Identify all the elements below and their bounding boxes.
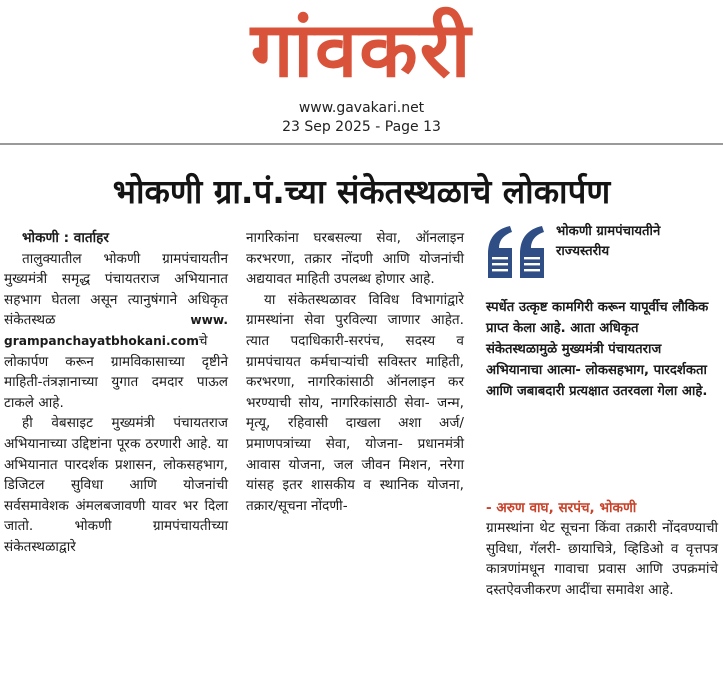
website-url: www.gavakari.net — [298, 100, 425, 116]
article-paragraph: या संकेतस्थळावर विविध विभागांद्वारे ग्रामस्थांना सेवा पुरविल्या जाणार आहेत. त्यात पदाधिकारी-सरपंच, सदस्य व ग्रामपंचायत कर्मचाऱ्यांची सविस्तर माहिती, करभरणा, नागरिकांसाठी ऑनलाइन कर भरण्याची सोय, नागरिकांसाठी सेवा- जन्म, मृत्यू, रहिवासी दाखला अशा अर्ज/ प्रमाणपत्रांच्या सेवा, योजना- प्रधानमंत्री आवास योजना, जल जीवन मिशन, नरेगा यांसह इतर शासकीय व स्थानिक योजना, तक्रार/सूचना नोंदणी- — [246, 291, 464, 514]
pull-quote-text: स्पर्धेत उत्कृष्ट कामगिरी करून यापूर्वीच लौकिक प्राप्त केला आहे. आता अधिकृत संकेतस्थळामुळे मुख्यमंत्री पंचायतराज अभियानाचा आत्मा- लोकसहभाग, पारदर्शकता आणि जबाबदारी प्रत्यक्षात उतरवला गेला आहे. — [486, 300, 709, 399]
article-column-3 — [486, 518, 718, 600]
article-paragraph — [4, 249, 228, 414]
pull-quote-attribution: - अरुण वाघ, सरपंच, भोकणी — [486, 500, 637, 516]
quote-mark-icon — [484, 224, 550, 280]
article-paragraph: ही वेबसाइट मुख्यमंत्री पंचायतराज अभियानाच्या उद्दिष्टांना पूरक ठरणारी आहे. या अभियानात पारदर्शक प्रशासन, लोकसहभाग, डिजिटल सुविधा आणि योजनांची सर्वसमावेशक अंमलबजावणी यावर भर दिला जातो. भोकणी ग्रामपंचायतीच्या संकेतस्थळाद्वारे — [4, 415, 228, 555]
paragraph-text: तालुक्यातील भोकणी ग्रामपंचायतीन मुख्यमंत्री समृद्ध पंचायतराज अभियानात सहभाग घेतला असून त्यानुषंगाने अधिकृत संकेतस्थळ — [4, 250, 228, 329]
website-link: www. grampanchayatbhokani.com — [4, 313, 228, 348]
article-headline: भोकणी ग्रा.पं.च्या संकेतस्थळाचे लोकार्पण — [112, 172, 611, 211]
paragraph-text: चे लोकार्पण करून ग्रामविकासाच्या दृष्टीने माहिती-तंत्रज्ञानाच्या युगात दमदार पाऊल टाकले आहे. — [4, 332, 228, 411]
article-paragraph: नागरिकांना घरबसल्या सेवा, ऑनलाइन करभरणा, तक्रार नोंदणी आणि योजनांची अद्ययावत माहिती उपलब्ध होणार आहे. — [246, 230, 464, 288]
masthead-divider — [0, 143, 723, 145]
newspaper-logo: गांवकरी — [250, 5, 473, 94]
pull-quote-lead: भोकणी ग्रामपंचायतीने राज्यस्तरीय — [556, 224, 661, 259]
dateline: 23 Sep 2025 - Page 13 — [282, 119, 441, 135]
byline: भोकणी : वार्ताहर — [22, 230, 109, 246]
article-column-2 — [246, 228, 464, 516]
article-paragraph: ग्रामस्थांना थेट सूचना किंवा तक्रारी नोंदवण्याची सुविधा, गॅलरी- छायाचित्रे, व्हिडिओ व वृत्तपत्र कात्रणांमधून गावाचा प्रवास आणि उपक्रमांचे दस्तऐवजीकरण आदींचा समावेश आहे. — [486, 520, 718, 598]
article-column-1 — [4, 228, 228, 558]
masthead — [0, 0, 723, 140]
